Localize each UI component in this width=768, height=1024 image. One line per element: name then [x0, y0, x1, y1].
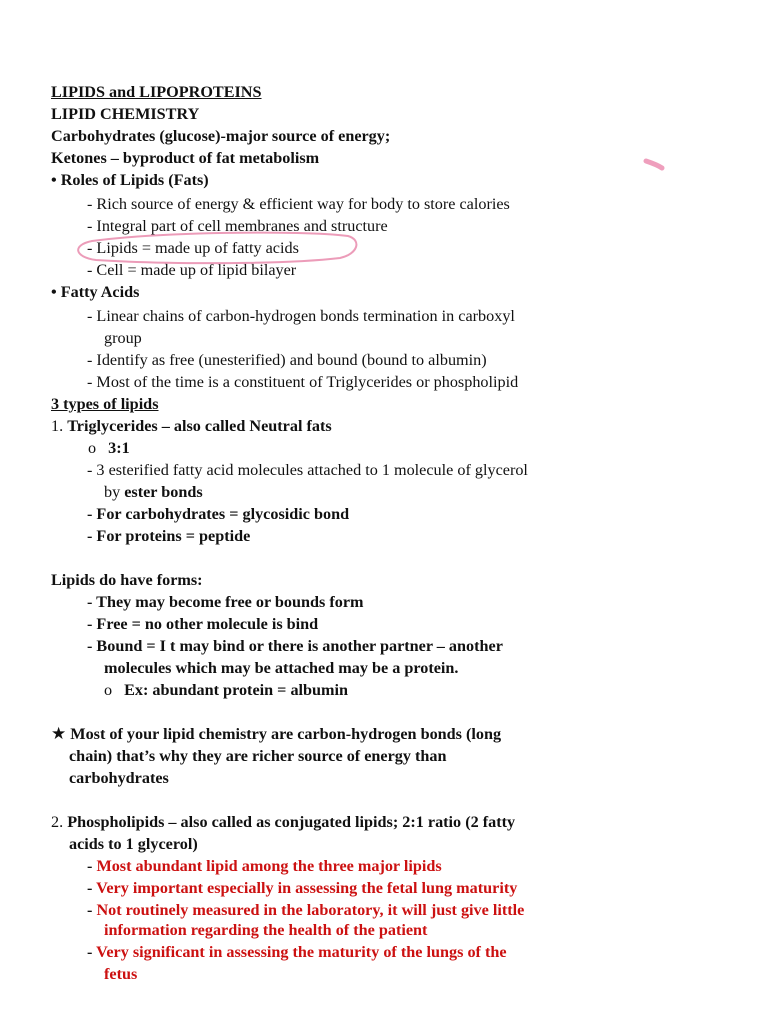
phospholipid-item-text: Not routinely measured in the laboratory, it will just give little [96, 901, 525, 919]
types-heading: 3 types of lipids [51, 395, 159, 413]
ratio-bullet-line [88, 438, 130, 458]
star-note-line: chain) that’s why they are richer source of energy than [69, 747, 447, 765]
phospholipid-item-continuation: fetus [104, 965, 138, 983]
forms-item: - Free = no other molecule is bind [87, 615, 319, 633]
triglycerides-detail: - 3 esterified fatty acid molecules attached to 1 molecule of glycerol [87, 461, 528, 479]
fatty-acids-heading: • Fatty Acids [51, 283, 140, 301]
ester-bond-prefix: by [104, 483, 125, 501]
phospholipid-item [87, 942, 507, 962]
forms-heading: Lipids do have forms: [51, 571, 203, 589]
forms-item: molecules which may be attached may be a protein. [104, 659, 459, 677]
ester-bond-term: ester bonds [124, 483, 203, 501]
fatty-acids-item: group [104, 329, 142, 347]
phospholipid-item-text: Very important especially in assessing the fetal lung maturity [96, 879, 518, 897]
star-icon: ★ [51, 724, 67, 744]
list-number: 2. [51, 813, 68, 831]
fatty-acids-item: - Linear chains of carbon-hydrogen bonds termination in carboxyl [87, 307, 515, 325]
example-line [104, 680, 348, 700]
star-note-line [51, 724, 501, 744]
intro-line: Carbohydrates (glucose)-major source of energy; [51, 127, 391, 145]
carb-bond-line: - For carbohydrates = glycosidic bond [87, 505, 350, 523]
circle-bullet-icon: o [88, 439, 97, 457]
dash: - [87, 943, 97, 961]
forms-item: - Bound = I t may bind or there is another partner – another [87, 637, 503, 655]
phospholipid-item [87, 856, 442, 876]
section-heading-lipid-chemistry: LIPID CHEMISTRY [51, 105, 200, 123]
star-note-text: Most of your lipid chemistry are carbon-hydrogen bonds (long [70, 725, 502, 743]
roles-item: - Cell = made up of lipid bilayer [87, 261, 297, 279]
roles-heading: • Roles of Lipids (Fats) [51, 171, 209, 189]
triglycerides-label: Triglycerides – also called Neutral fats [67, 417, 332, 435]
phospholipid-item [87, 900, 524, 920]
protein-bond-line: - For proteins = peptide [87, 527, 251, 545]
phospholipids-line: acids to 1 glycerol) [69, 835, 198, 853]
document-title: LIPIDS and LIPOPROTEINS [51, 83, 262, 101]
fatty-acids-item: - Identify as free (unesterified) and bound (bound to albumin) [87, 351, 487, 369]
triglycerides-line [51, 416, 332, 436]
phospholipid-item [87, 878, 517, 898]
phospholipid-item-continuation: information regarding the health of the patient [104, 921, 428, 939]
forms-item: - They may become free or bounds form [87, 593, 364, 611]
list-number: 1. [51, 417, 68, 435]
roles-item: - Lipids = made up of fatty acids [87, 239, 299, 257]
dash: - [87, 857, 97, 875]
dash: - [87, 901, 97, 919]
dash: - [87, 879, 97, 897]
phospholipid-item-text: Most abundant lipid among the three major lipids [96, 857, 442, 875]
ratio-value: 3:1 [108, 439, 130, 457]
fatty-acids-item: - Most of the time is a constituent of Triglycerides or phospholipid [87, 373, 519, 391]
circle-bullet-icon: o [104, 681, 113, 699]
pen-mark [646, 161, 662, 168]
phospholipids-line [51, 812, 515, 832]
phospholipid-item-text: Very significant in assessing the maturity of the lungs of the [96, 943, 507, 961]
star-note-line: carbohydrates [69, 769, 169, 787]
intro-line: Ketones – byproduct of fat metabolism [51, 149, 320, 167]
roles-item: - Integral part of cell membranes and structure [87, 217, 388, 235]
example-text: Ex: abundant protein = albumin [124, 681, 349, 699]
phospholipids-label: Phospholipids – also called as conjugated lipids; 2:1 ratio (2 fatty [67, 813, 516, 831]
roles-item: - Rich source of energy & efficient way for body to store calories [87, 195, 510, 213]
ester-bond-line [104, 482, 203, 502]
